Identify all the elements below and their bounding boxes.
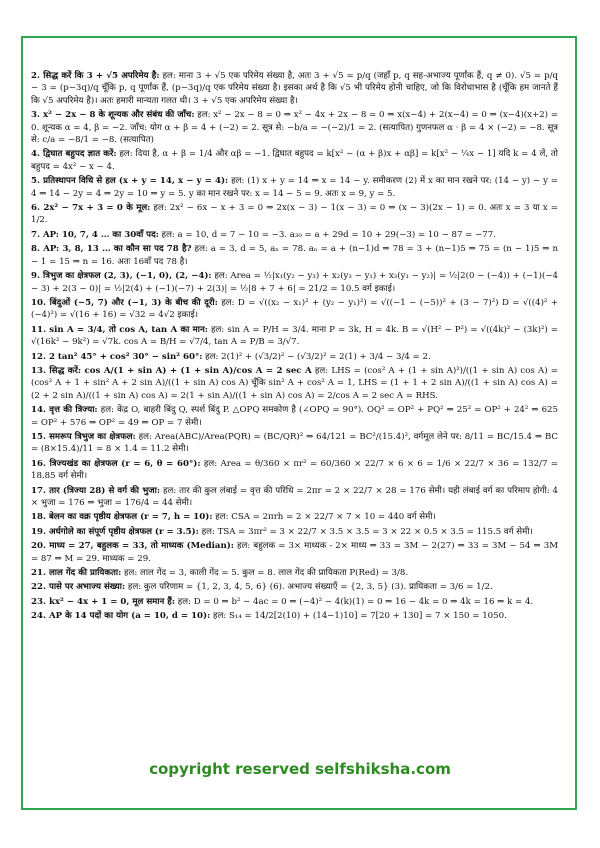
question-heading: 15. समरूप त्रिभुज का क्षेत्रफल: [31,431,136,442]
solution-text: हल: a = 3, d = 5, aₙ = 78. aₙ = a + (n−1)d ⇒ 78 = 3 + (n−1)5 ⇒ 75 = (n − 1)5 ⇒ n − 1 = 15 ⇒ n = 16. अतः 16वाँ पद 78 है। [31,244,558,267]
question-heading: 5. प्रतिस्थापन विधि से हल (x + y = 14, x − y = 4): [31,176,229,187]
solution-text: हल: S₁₄ = 14/2[2(10) + (14−1)10] = 7[20 + 130] = 7 × 150 = 1050. [210,611,507,622]
solution-item [31,526,558,538]
question-heading: 7. AP: 10, 7, 4 … का 30वाँ पद: [31,229,159,240]
question-heading: 8. AP: 3, 8, 13 … का कौन सा पद 78 है? [31,244,192,255]
solution-item [31,596,558,608]
question-heading: 16. त्रिज्यखंड का क्षेत्रफल (r = 6, θ = 60°): [31,458,201,469]
solution-item [31,485,558,510]
solution-text: हल: x² − 2x − 8 = 0 ⇒ x² − 4x + 2x − 8 = 0 ⇒ x(x−4) + 2(x−4) = 0 ⇒ (x−4)(x+2) = 0. शून्यक α = 4, β = −2. जाँच: योग α + β = 4 + (−2) = 2. सूत्र से: −b/a = −(−2)/1 = 2. (सत्यापित) गुणनफल α · β = 4 × (−2) = −8. सूत्र से: c/a = −8/1 = −8. (सत्यापित) [31,110,558,146]
solution-item [31,351,558,363]
solution-item [31,511,558,523]
question-heading: 18. बेलन का वक्र पृष्ठीय क्षेत्रफल (r = 7, h = 10): [31,512,213,523]
question-heading: 4. द्विघात बहुपद ज्ञात करें: [31,149,117,160]
solution-item [31,297,558,322]
question-heading: 14. वृत्त की त्रिज्या: [31,405,98,416]
question-heading: 20. माध्य = 27, बहुलक = 33, तो माध्यक (Median): [31,541,234,552]
solution-text: हल: sin A = P/H = 3/4. माना P = 3k, H = 4k. B = √(H² − P²) = √((4k)² − (3k)²) = √(16k² − 9k²) = √7k. cos A = B/H = √7/4, tan A = P/B = 3/√7. [31,324,559,348]
question-heading: 17. तार (त्रिज्या 28) से वर्ग की भुजा: [31,485,161,496]
question-heading: 23. kx² − 4x + 1 = 0, मूल समान हैं: [31,596,176,607]
solution-text: हल: CSA = 2πrh = 2 × 22/7 × 7 × 10 = 440 वर्ग सेमी। [212,512,436,523]
solution-text: हल: a = 10, d = 7 − 10 = −3. a₃₀ = a + 29d = 10 + 29(−3) = 10 − 87 = −77. [158,229,496,240]
copyright-footer: copyright reserved selfshiksha.com [149,760,451,778]
solutions-list [31,70,558,625]
solution-item [31,109,558,146]
question-heading: 3. x² − 2x − 8 के शून्यक और संबंध की जाँच: [31,110,195,121]
solution-text: हल: तार की कुल लंबाई = वृत्त की परिधि = 2πr = 2 × 22/7 × 28 = 176 सेमी। यही लंबाई वर्ग का परिमाप होगी: 4 × भुजा = 176 ⇒ भुजा = 176/4 = 44 सेमी। [31,485,558,508]
solution-text: हल: दिया है, α + β = 1/4 और αβ = −1. द्विघात बहुपद = k[x² − (α + β)x + αβ] = k[x² − ¼x − 1] यदि k = 4 लें, तो बहुपद = 4x² − x − 4. [31,149,558,172]
solution-text: हल: माना 3 + √5 एक परिमेय संख्या है, अतः 3 + √5 = p/q (जहाँ p, q सह-अभाज्य पूर्णांक हैं, q ≠ 0). √5 = p/q − 3 = (p−3q)/q चूँकि p, q पूर्णांक हैं, (p−3q)/q एक परिमेय संख्या है। इसका अर्थ है कि √5 भी परिमेय होनी चाहिए, जो कि विरोधाभास है (चूँकि हम जानते हैं कि √5 अपरिमेय है)। अतः हमारी मान्यता गलत थी। 3 + √5 एक अपरिमेय संख्या है। [31,71,559,106]
solution-text: हल: (1) x + y = 14 ⇒ x = 14 − y. समीकरण (2) में x का मान रखने पर: (14 − y) − y = 4 ⇒ 14 − 2y = 4 ⇒ 2y = 10 ⇒ y = 5. y का मान रखने पर: x = 14 − 5 = 9. अतः x = 9, y = 5. [31,176,558,199]
question-heading: 9. त्रिभुज का क्षेत्रफल (2, 3), (−1, 0), (2, −4): [31,271,212,282]
solution-text: हल: Area = θ/360 × πr² = 60/360 × 22/7 × 6 × 6 = 1/6 × 22/7 × 36 = 132/7 = 18.85 वर्ग सेमी। [31,458,558,482]
question-heading: 6. 2x² − 7x + 3 = 0 के मूल: [31,203,151,214]
solution-text: हल: D = 0 ⇒ b² − 4ac = 0 ⇒ (−4)² − 4(k)(1) = 0 ⇒ 16 − 4k = 0 ⇒ 4k = 16 ⇒ k = 4. [175,596,534,607]
solution-item [31,458,558,483]
solution-item [31,243,558,268]
question-heading: 24. AP के 14 पदों का योग (a = 10, d = 10): [31,611,211,622]
solution-text: हल: 2(1)² + (√3/2)² − (√3/2)² = 2(1) + 3/4 − 3/4 = 2. [202,351,431,362]
solution-item [31,581,558,593]
solution-item [31,365,558,402]
solution-item [31,324,558,349]
solution-item [31,229,558,241]
solution-item [31,70,558,107]
solution-text: हल: D = √((x₂ − x₁)² + (y₂ − y₁)²) = √((−1 − (−5))² + (3 − 7)²) D = √((4)² + (−4)²) = √(16 + 16) = √32 = 4√2 इकाई। [31,297,558,321]
solution-text: हल: लाल गेंद = 3, काली गेंद = 5. कुल = 8. लाल गेंद की प्रायिकता P(Red) = 3/8. [121,568,409,579]
question-heading: 10. बिंदुओं (−5, 7) और (−1, 3) के बीच की दूरी: [31,297,218,308]
solution-text: हल: कुल परिणाम = {1, 2, 3, 4, 5, 6} (6). अभाज्य संख्याएँ = {2, 3, 5} (3). प्रायिकता = 3/6 = 1/2. [125,582,493,593]
solution-text: हल: Area = ½|x₁(y₂ − y₃) + x₂(y₃ − y₁) + x₃(y₁ − y₂)| = ½|2(0 − (−4)) + (−1)(−4 − 3) + 2(3 − 0)| = ½|2(4) + (−1)(−7) + 2(3)| = ½|8 + 7 + 6| = 21/2 = 10.5 वर्ग इकाई। [31,271,558,294]
solution-item [31,202,558,227]
solution-text: हल: बहुलक = 3× माध्यक - 2× माध्य ⇒ 33 = 3M − 2(27) ⇒ 33 = 3M − 54 ⇒ 3M = 87 ⇒ M = 29. माध्यक = 29. [31,541,558,564]
solution-item [31,270,558,295]
solution-text: हल: LHS = (cos² A + (1 + sin A)²)/((1 + sin A) cos A) = (cos² A + 1 + sin² A + 2 sin A)/((1 + sin A) cos A) चूँकि sin² A + cos² A = 1, LHS = (1 + 1 + 2 sin A)/((1 + sin A) cos A) = (2 + 2 sin A)/((1 + sin A) cos A) = 2(1 + sin A)/((1 + sin A) cos A) = 2/cos A = 2 sec A = RHS. [31,365,558,401]
question-heading: 2. सिद्ध करें कि 3 + √5 अपरिमेय है: [31,71,160,81]
question-heading: 11. sin A = 3/4, तो cos A, tan A का मान: [31,324,208,335]
solution-text: हल: केंद्र O, बाहरी बिंदु Q, स्पर्श बिंदु P. △OPQ समकोण है (∠OPQ = 90°). OQ² = OP² + PQ² ⇒ 25² = OP² + 24² ⇒ 625 = OP² + 576 ⇒ OP² = 49 ⇒ OP = 7 सेमी। [31,405,558,428]
question-heading: 21. लाल गेंद की प्रायिकता: [31,568,122,579]
solution-item [31,540,558,565]
question-heading: 12. 2 tan² 45° + cos² 30° − sin² 60°: [31,351,203,362]
question-heading: 13. सिद्ध करें: cos A/(1 + sin A) + (1 + sin A)/cos A = 2 sec A [31,365,312,376]
question-heading: 19. अर्धगोले का संपूर्ण पृष्ठीय क्षेत्रफल (r = 3.5): [31,526,199,537]
solution-item [31,431,558,456]
question-heading: 22. पासे पर अभाज्य संख्या: [31,582,126,593]
solution-item [31,610,558,622]
solution-text: हल: Area(ABC)/Area(PQR) = (BC/QR)² ⇒ 64/121 = BC²/(15.4)², वर्गमूल लेने पर: 8/11 = BC/15.4 ⇒ BC = (8×15.4)/11 = 8 × 1.4 = 11.2 सेमी। [31,431,559,455]
solution-item [31,404,558,429]
solution-item [31,175,558,200]
solution-text: हल: 2x² − 6x − x + 3 = 0 ⇒ 2x(x − 3) − 1(x − 3) = 0 ⇒ (x − 3)(2x − 1) = 0. अतः x = 3 या x = 1/2. [31,203,558,226]
solution-text: हल: TSA = 3πr² = 3 × 22/7 × 3.5 × 3.5 = 3 × 22 × 0.5 × 3.5 = 115.5 वर्ग सेमी। [198,526,533,537]
solution-item [31,567,558,579]
solution-item [31,148,558,173]
